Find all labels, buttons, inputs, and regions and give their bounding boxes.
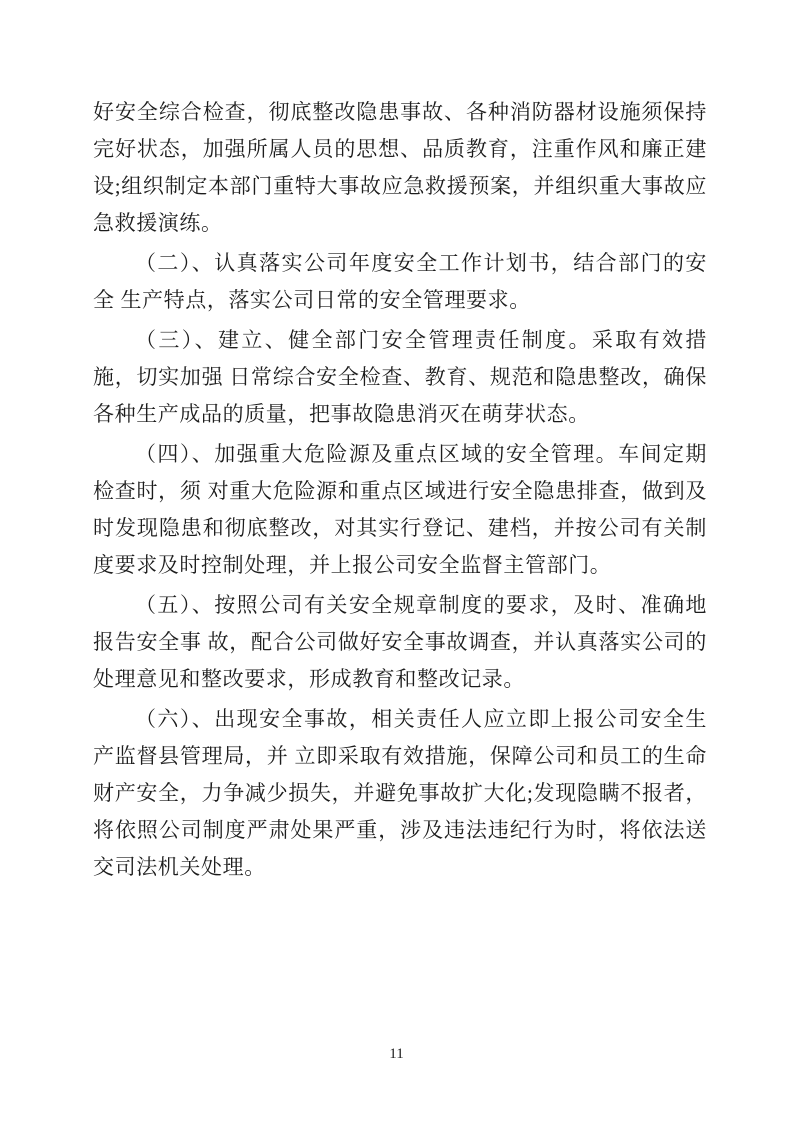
paragraph-item-3: （三）、建立、健全部门安全管理责任制度。采取有效措施，切实加强 日常综合安全检查、教育、规范和隐患整改，确保各种生产成品的质量，把事故隐患消灭在萌芽状态。 bbox=[93, 328, 707, 426]
paragraph-continuation: 好安全综合检查，彻底整改隐患事故、各种消防器材设施须保持完好状态，加强所属人员的思想、品质教育，注重作风和廉正建设;组织制定本部门重特大事故应急救援预案，并组织重大事故应急救援演练。 bbox=[93, 100, 707, 235]
paragraph-item-4: （四）、加强重大危险源及重点区域的安全管理。车间定期检查时，须 对重大危险源和重点区域进行安全隐患排查，做到及时发现隐患和彻底整改，对其实行登记、建档，并按公司有关制度要求及时控制处理，并上报公司安全监督主管部门。 bbox=[93, 442, 707, 577]
page-footer bbox=[0, 1046, 793, 1063]
paragraph-item-2: （二）、认真落实公司年度安全工作计划书，结合部门的安全 生产特点，落实公司日常的安全管理要求。 bbox=[93, 251, 707, 312]
paragraph-item-6: （六）、出现安全事故，相关责任人应立即上报公司安全生产监督县管理局，并 立即采取有效措施，保障公司和员工的生命财产安全，力争减少损失，并避免事故扩大化;发现隐瞒不报者，将依照公司制度严肃处果严重，涉及违法违纪行为时，将依法送交司法机关处理。 bbox=[93, 707, 707, 879]
paragraph-item-5: （五）、按照公司有关安全规章制度的要求，及时、准确地报告安全事 故，配合公司做好安全事故调查，并认真落实公司的处理意见和整改要求，形成教育和整改记录。 bbox=[93, 593, 707, 691]
page-number: 11 bbox=[389, 1046, 404, 1062]
document-body bbox=[93, 94, 707, 889]
